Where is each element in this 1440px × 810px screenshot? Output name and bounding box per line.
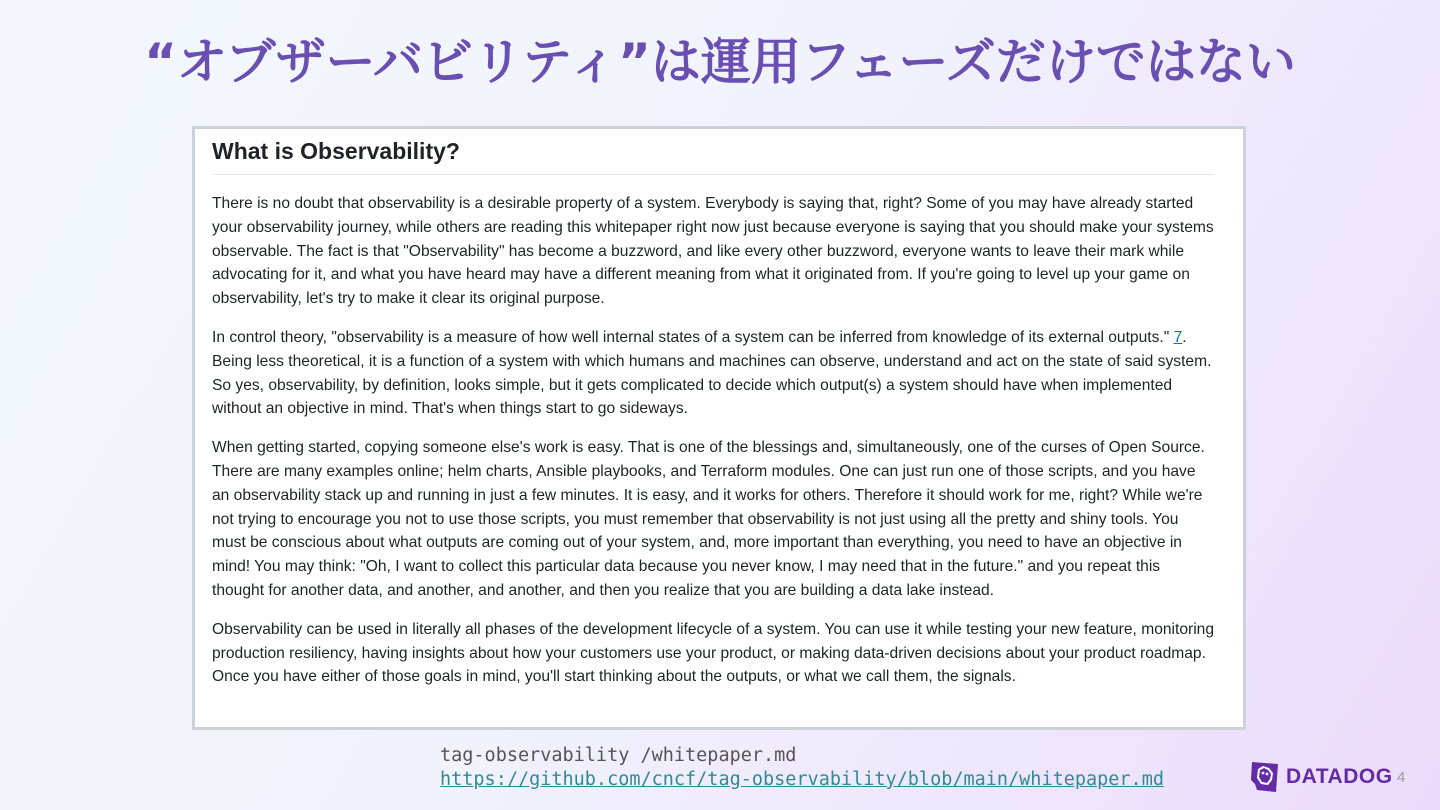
paragraph-2-text-start: In control theory, "observability is a measure of how well internal states of a system can be inferred from knowledge of its external outputs." xyxy=(212,328,1174,346)
source-reference xyxy=(440,744,1164,792)
page-number: 4 xyxy=(1397,769,1406,786)
footnote-link[interactable]: 7 xyxy=(1173,328,1183,346)
paragraph-2 xyxy=(212,326,1214,421)
paragraph-1: There is no doubt that observability is a desirable property of a system. Everybody is saying that, right? Some of you may have already started your observability journey, while others are reading this whitepaper right now just because everyone is saying that you should make your systems observable. The fact is that "Observability" has become a buzzword, and like every other buzzword, everyone wants to leave their mark while advocating for it, and what you have heard may have a different meaning from what it originated from. If you're going to level up your game on observability, let's try to make it clear its original purpose. xyxy=(212,195,1214,308)
source-url-link[interactable]: https://github.com/cncf/tag-observability/blob/main/whitepaper.md xyxy=(440,769,1164,790)
datadog-logo xyxy=(1249,760,1393,794)
paragraph-4: Observability can be used in literally all phases of the development lifecycle of a system. You can use it while testing your new feature, monitoring production resiliency, having insights about how your customers use your product, or making data-driven decisions about your product roadmap. Once you have either of those goals in mind, you'll start thinking about the outputs, or what we call them, the signals. xyxy=(212,620,1215,686)
slide-title: “オブザーバビリティ”は運用フェーズだけではない xyxy=(144,33,1296,91)
paragraph-2-text-end: . Being less theoretical, it is a function of a system with which humans and machines can observe, understand and act on the state of said system. So yes, observability, by definition, looks simple, but it gets complicated to decide which output(s) a system should have when implemented without an objective in mind. That's when things start to go sideways. xyxy=(212,328,1212,418)
source-file-name: tag-observability /whitepaper.md xyxy=(440,745,797,766)
document-heading: What is Observability? xyxy=(212,129,1214,175)
datadog-dog-icon xyxy=(1249,760,1281,794)
document-content xyxy=(212,129,1214,689)
paragraph-3: When getting started, copying someone else's work is easy. That is one of the blessings and, simultaneously, one of the curses of Open Source. There are many examples online; helm charts, Ansible playbooks, and Terraform modules. One can just run one of those scripts, and you have an observability stack up and running in just a few minutes. It is easy, and it works for others. Therefore it should work for me, right? While we're not trying to encourage you not to use those scripts, you must remember that observability is not just using all the pretty and shiny tools. You must be conscious about what outputs are coming out of your system, and, more important than everything, you need to have an objective in mind! You may think: "Oh, I want to collect this particular data because you never know, I may need that in the future." and you repeat this thought for another data, and another, and another, and then you realize that you are building a data lake instead. xyxy=(212,439,1205,599)
whitepaper-screenshot xyxy=(192,126,1246,730)
logo-text: DATADOG xyxy=(1286,765,1393,788)
